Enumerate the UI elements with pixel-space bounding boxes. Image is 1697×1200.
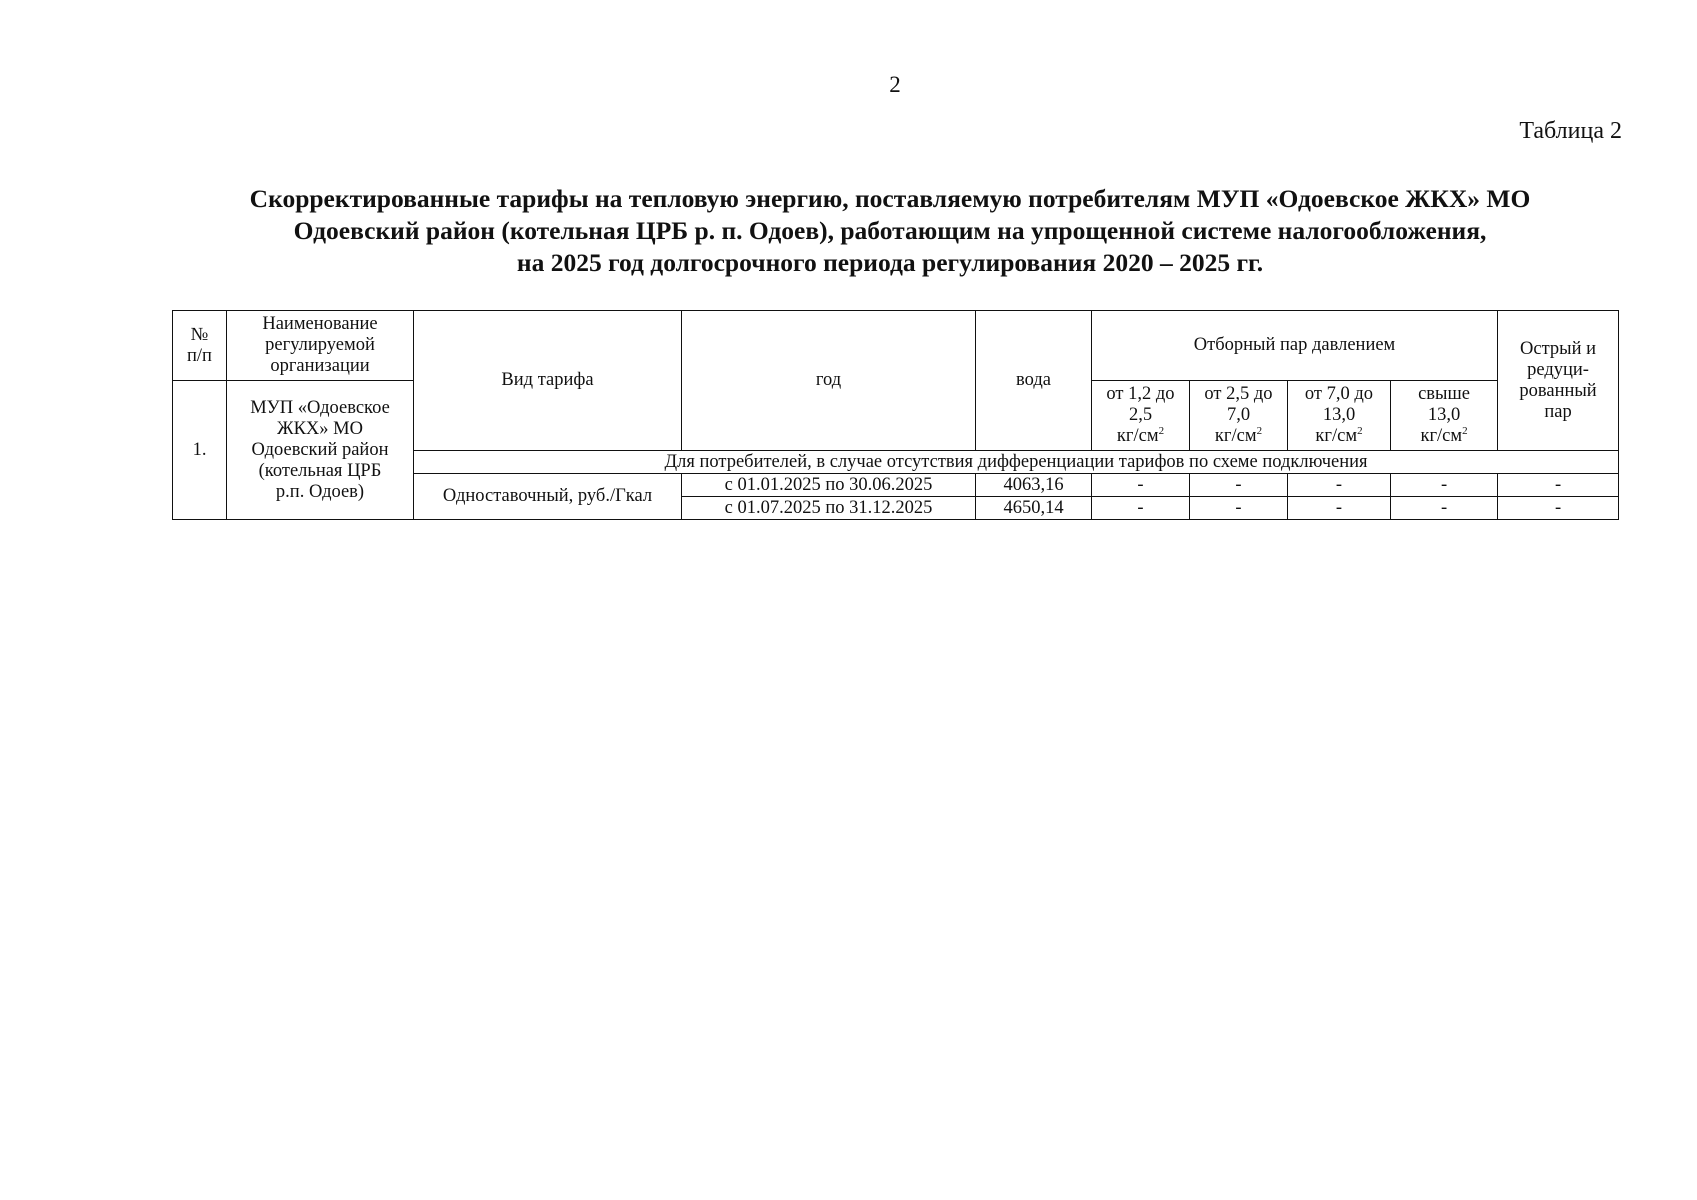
steam-1-value: - (1092, 497, 1190, 520)
sharp-steam-value: - (1498, 497, 1619, 520)
row-number: 1. (173, 381, 227, 520)
document-title (160, 183, 1620, 279)
period: с 01.01.2025 по 30.06.2025 (682, 474, 976, 497)
tariff-table (172, 310, 1619, 520)
title-line: Одоевский район (котельная ЦРБ р. п. Одоев), работающим на упрощенной системе налогообложения, (293, 216, 1487, 245)
header-steam-1: от 1,2 до 2,5 $кг/см^2$ (1092, 381, 1190, 451)
header-steam-group: Отборный пар давлением (1092, 311, 1498, 381)
steam-4-value: - (1391, 474, 1498, 497)
header-water: вода (976, 311, 1092, 451)
table-label: Таблица 2 (1519, 118, 1622, 144)
header-steam-2: от 2,5 до 7,0 $кг/см^2$ (1190, 381, 1288, 451)
title-line: Скорректированные тарифы на тепловую энергию, поставляемую потребителям МУП «Одоевское ЖКХ» МО (249, 184, 1531, 213)
consumer-note: Для потребителей, в случае отсутствия дифференциации тарифов по схеме подключения (414, 451, 1619, 474)
page-number: 2 (889, 72, 901, 97)
organization-name: МУП «Одоевское ЖКХ» МО Одоевский район (котельная ЦРБ р.п. Одоев) (227, 381, 414, 520)
steam-2-value: - (1190, 497, 1288, 520)
header-sharp-steam: Острый и редуци- рованный пар (1498, 311, 1619, 451)
steam-3-value: - (1288, 497, 1391, 520)
header-tariff-type: Вид тарифа (414, 311, 682, 451)
water-value: 4650,14 (976, 497, 1092, 520)
title-line: на 2025 год долгосрочного периода регулирования 2020 – 2025 гг. (516, 248, 1264, 277)
header-num: № п/п (173, 311, 227, 381)
header-steam-3: от 7,0 до 13,0 $кг/см^2$ (1288, 381, 1391, 451)
steam-4-value: - (1391, 497, 1498, 520)
tariff-type: Одноставочный, руб./Гкал (414, 474, 682, 520)
header-year: год (682, 311, 976, 451)
period: с 01.07.2025 по 31.12.2025 (682, 497, 976, 520)
steam-3-value: - (1288, 474, 1391, 497)
sharp-steam-value: - (1498, 474, 1619, 497)
steam-2-value: - (1190, 474, 1288, 497)
header-steam-4: свыше 13,0 $кг/см^2$ (1391, 381, 1498, 451)
steam-1-value: - (1092, 474, 1190, 497)
water-value: 4063,16 (976, 474, 1092, 497)
header-organization: Наименование регулируемой организации (227, 311, 414, 381)
